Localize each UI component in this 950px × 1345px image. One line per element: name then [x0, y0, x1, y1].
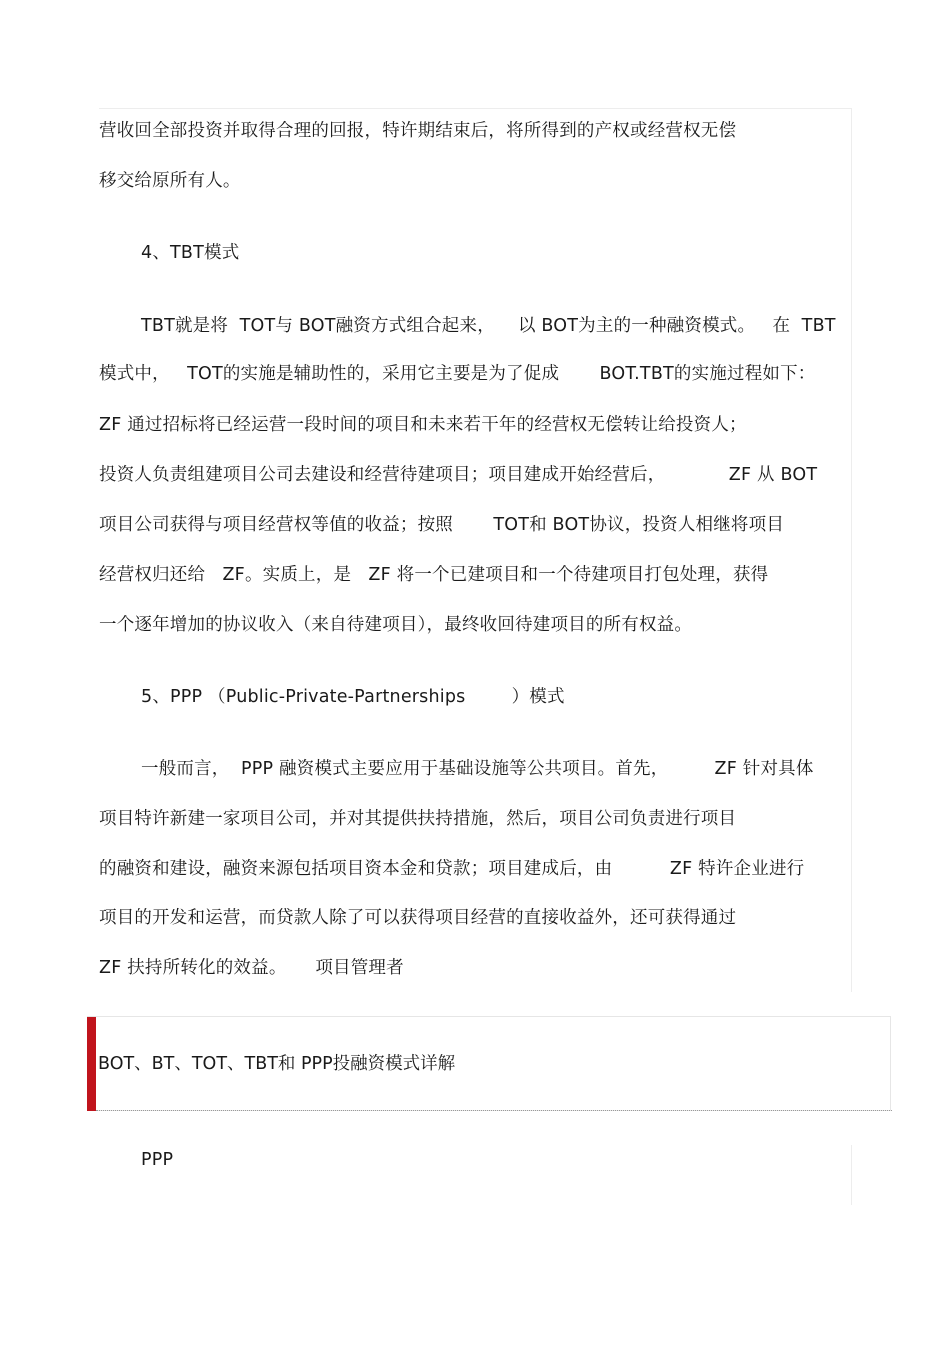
article-title-banner — [87, 1016, 891, 1111]
paragraph-line: 项目公司获得与项目经营权等值的收益；按照 TOT和 BOT协议，投资人相继将项目 — [99, 515, 785, 535]
frame-border-right — [851, 108, 852, 992]
paragraph-line: ZF 扶持所转化的效益。 项目管理者 — [99, 958, 404, 978]
section-heading-ppp: 5、PPP （Public-Private-Partnerships ）模式 — [141, 687, 565, 707]
section-heading-tbt: 4、TBT模式 — [141, 243, 240, 263]
frame-border-top — [99, 108, 851, 109]
paragraph-line: 移交给原所有人。 — [99, 171, 241, 191]
paragraph-line: 项目特许新建一家项目公司，并对其提供扶持措施，然后，项目公司负责进行项目 — [99, 809, 737, 829]
paragraph-line: 项目的开发和运营，而贷款人除了可以获得项目经营的直接收益外，还可获得通过 — [99, 908, 737, 928]
banner-accent-bar — [87, 1017, 96, 1111]
paragraph-line: 营收回全部投资并取得合理的回报，特许期结束后，将所得到的产权或经营权无偿 — [99, 121, 737, 141]
paragraph-line: 经营权归还给 ZF。实质上，是 ZF 将一个已建项目和一个待建项目打包处理，获得 — [99, 565, 769, 585]
paragraph-line: 一个逐年增加的协议收入（来自待建项目），最终收回待建项目的所有权益。 — [99, 615, 693, 635]
article-title: BOT、BT、TOT、TBT和 PPP投融资模式详解 — [98, 1054, 456, 1074]
frame-border-right-lower — [851, 1145, 852, 1205]
paragraph-line: 模式中， TOT的实施是辅助性的，采用它主要是为了促成 BOT.TBT的实施过程如下： — [99, 364, 816, 384]
banner-divider — [96, 1110, 892, 1111]
paragraph-line: 投资人负责组建项目公司去建设和经营待建项目；项目建成开始经营后， ZF 从 BOT — [99, 465, 818, 485]
footer-text: PPP — [141, 1150, 174, 1170]
paragraph-line: TBT就是将 TOT与 BOT融资方式组合起来， 以 BOT为主的一种融资模式。 在 TBT — [141, 316, 836, 336]
paragraph-line: 的融资和建设，融资来源包括项目资本金和贷款；项目建成后，由 ZF 特许企业进行 — [99, 859, 805, 879]
paragraph-line: ZF 通过招标将已经运营一段时间的项目和未来若干年的经营权无偿转让给投资人； — [99, 415, 747, 435]
paragraph-line: 一般而言， PPP 融资模式主要应用于基础设施等公共项目。首先， ZF 针对具体 — [141, 759, 814, 779]
